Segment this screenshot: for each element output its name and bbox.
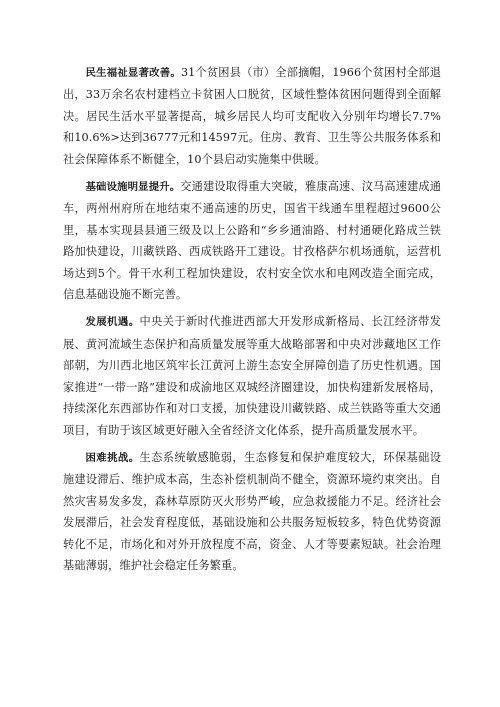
- paragraph-challenges: [63, 447, 441, 576]
- paragraph-lead: 发展机遇。: [85, 316, 140, 329]
- paragraph-body: 31个贫困县（市）全部摘帽，1966个贫困村全部退出，33万余名农村建档立卡贫困人口脱贫，区域性整体贫困问题得到全面解决。居民生活水平显著提高，城乡居民人均可支配收入分别年均增长7.7%和10.6%>达到36777元和14597元。住房、教育、卫生等公共服务体系和社会保障体系不断健全，10个县启动实施集中供暖。: [63, 66, 441, 166]
- paragraph-lead: 困难挑战。: [85, 451, 140, 464]
- paragraph-opportunities: [63, 311, 441, 440]
- paragraph-lead: 民生福祉显著改善。: [85, 67, 181, 79]
- paragraph-livelihood: [63, 62, 441, 170]
- paragraph-body: 交通建设取得重大突破，雅康高速、汶马高速建成通车，两州州府所在地结束不通高速的历史，国省干线通车里程超过9600公里，基本实现县县通三级及以上公路和“乡乡通油路、村村通硬化路成兰铁路加快建设，川藏铁路、西成铁路开工建设。甘孜格萨尔机场通航，运营机场达到5个。骨干水利工程加快建设，农村安全饮水和电网改造全面完成，信息基础设施不断完善。: [63, 180, 441, 302]
- document-page: [63, 62, 441, 582]
- paragraph-body: 中央关于新时代推进西部大开发形成新格局、长江经济带发展、黄河流域生态保护和高质量发展等重大战略部署和中央对涉藏地区工作部朝，为川西北地区筑牢长江黄河上游生态安全屏障创造了历史性机遇。国家推进“一带一路”建设和成渝地区双城经济圈建设，加快构建新发展格局，持续深化东西部协作和对口支援，加快建设川藏铁路、成兰铁路等重大交通项目，有助于该区域更好融入全省经济文化体系，提升高质量发展水平。: [63, 315, 441, 437]
- paragraph-lead: 基础设施明显提升。: [85, 181, 181, 194]
- paragraph-infrastructure: [63, 176, 441, 305]
- paragraph-body: 生态系统敏感脆弱，生态修复和保护难度较大，环保基础设施建设滞后、维护成本高，生态补偿机制尚不健全，资源环境约束突出。自然灾害易发多发，森林草原防灭火形势严峻，应急救援能力不足。经济社会发展滞后，社会发育程度低，基础设施和公共服务短板较多，特色优势资源转化不足，市场化和对外开放程度不高，资金、人才等要素短缺。社会治理基础薄弱，维护社会稳定任务繁重。: [63, 450, 441, 572]
